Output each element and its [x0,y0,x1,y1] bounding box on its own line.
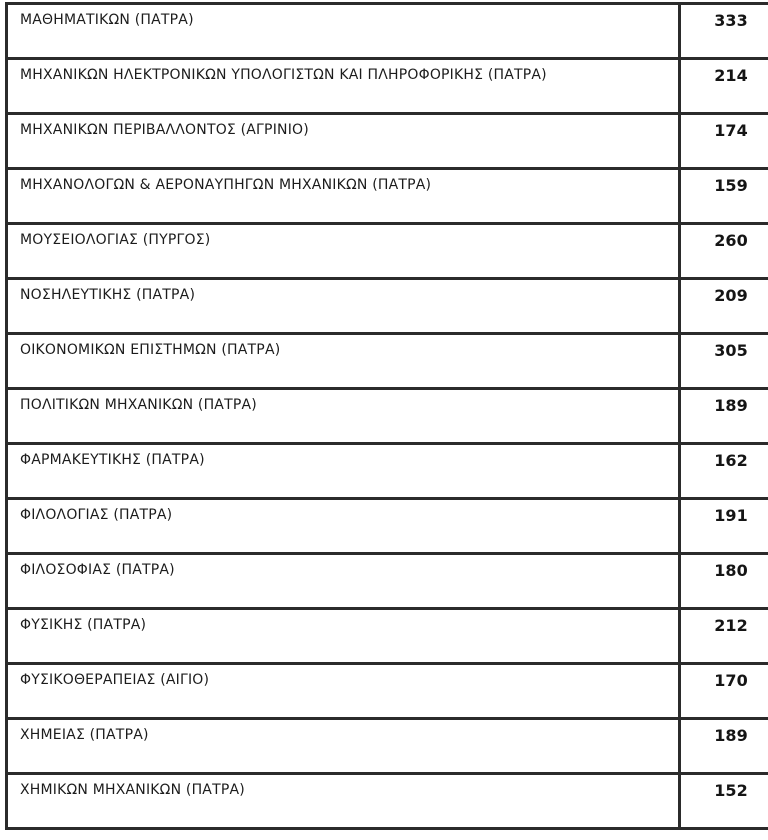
department-cell: ΟΙΚΟΝΟΜΙΚΩΝ ΕΠΙΣΤΗΜΩΝ (ΠΑΤΡΑ) [7,334,680,389]
department-cell: ΦΙΛΟΣΟΦΙΑΣ (ΠΑΤΡΑ) [7,554,680,609]
table-row [7,664,768,719]
count-cell: 214 [680,59,768,114]
department-cell: ΜΗΧΑΝΙΚΩΝ ΗΛΕΚΤΡΟΝΙΚΩΝ ΥΠΟΛΟΓΙΣΤΩΝ ΚΑΙ ΠΛΗΡΟΦΟΡΙΚΗΣ (ΠΑΤΡΑ) [7,59,680,114]
count-cell: 174 [680,114,768,169]
department-cell: ΦΥΣΙΚΟΘΕΡΑΠΕΙΑΣ (ΑΙΓΙΟ) [7,664,680,719]
table-row [7,719,768,774]
table-row [7,114,768,169]
departments-table [5,2,768,830]
count-cell: 305 [680,334,768,389]
count-cell: 209 [680,279,768,334]
department-cell: ΦΑΡΜΑΚΕΥΤΙΚΗΣ (ΠΑΤΡΑ) [7,444,680,499]
department-cell: ΜΑΘΗΜΑΤΙΚΩΝ (ΠΑΤΡΑ) [7,4,680,59]
count-cell: 170 [680,664,768,719]
table-row [7,224,768,279]
table-row [7,389,768,444]
department-cell: ΦΥΣΙΚΗΣ (ΠΑΤΡΑ) [7,609,680,664]
count-cell: 189 [680,719,768,774]
count-cell: 180 [680,554,768,609]
department-cell: ΜΗΧΑΝΟΛΟΓΩΝ & ΑΕΡΟΝΑΥΠΗΓΩΝ ΜΗΧΑΝΙΚΩΝ (ΠΑΤΡΑ) [7,169,680,224]
department-cell: ΦΙΛΟΛΟΓΙΑΣ (ΠΑΤΡΑ) [7,499,680,554]
count-cell: 191 [680,499,768,554]
table-row [7,334,768,389]
table-row [7,279,768,334]
table-row [7,609,768,664]
department-cell: ΜΟΥΣΕΙΟΛΟΓΙΑΣ (ΠΥΡΓΟΣ) [7,224,680,279]
table-row [7,554,768,609]
table-row [7,169,768,224]
table-row [7,774,768,829]
count-cell: 159 [680,169,768,224]
table-row [7,444,768,499]
count-cell: 152 [680,774,768,829]
departments-table-body [7,4,768,829]
department-cell: ΜΗΧΑΝΙΚΩΝ ΠΕΡΙΒΑΛΛΟΝΤΟΣ (ΑΓΡΙΝΙΟ) [7,114,680,169]
table-row [7,4,768,59]
count-cell: 333 [680,4,768,59]
count-cell: 212 [680,609,768,664]
count-cell: 260 [680,224,768,279]
department-cell: ΧΗΜΕΙΑΣ (ΠΑΤΡΑ) [7,719,680,774]
department-cell: ΝΟΣΗΛΕΥΤΙΚΗΣ (ΠΑΤΡΑ) [7,279,680,334]
department-cell: ΠΟΛΙΤΙΚΩΝ ΜΗΧΑΝΙΚΩΝ (ΠΑΤΡΑ) [7,389,680,444]
department-cell: ΧΗΜΙΚΩΝ ΜΗΧΑΝΙΚΩΝ (ΠΑΤΡΑ) [7,774,680,829]
count-cell: 189 [680,389,768,444]
table-row [7,499,768,554]
table-row [7,59,768,114]
count-cell: 162 [680,444,768,499]
